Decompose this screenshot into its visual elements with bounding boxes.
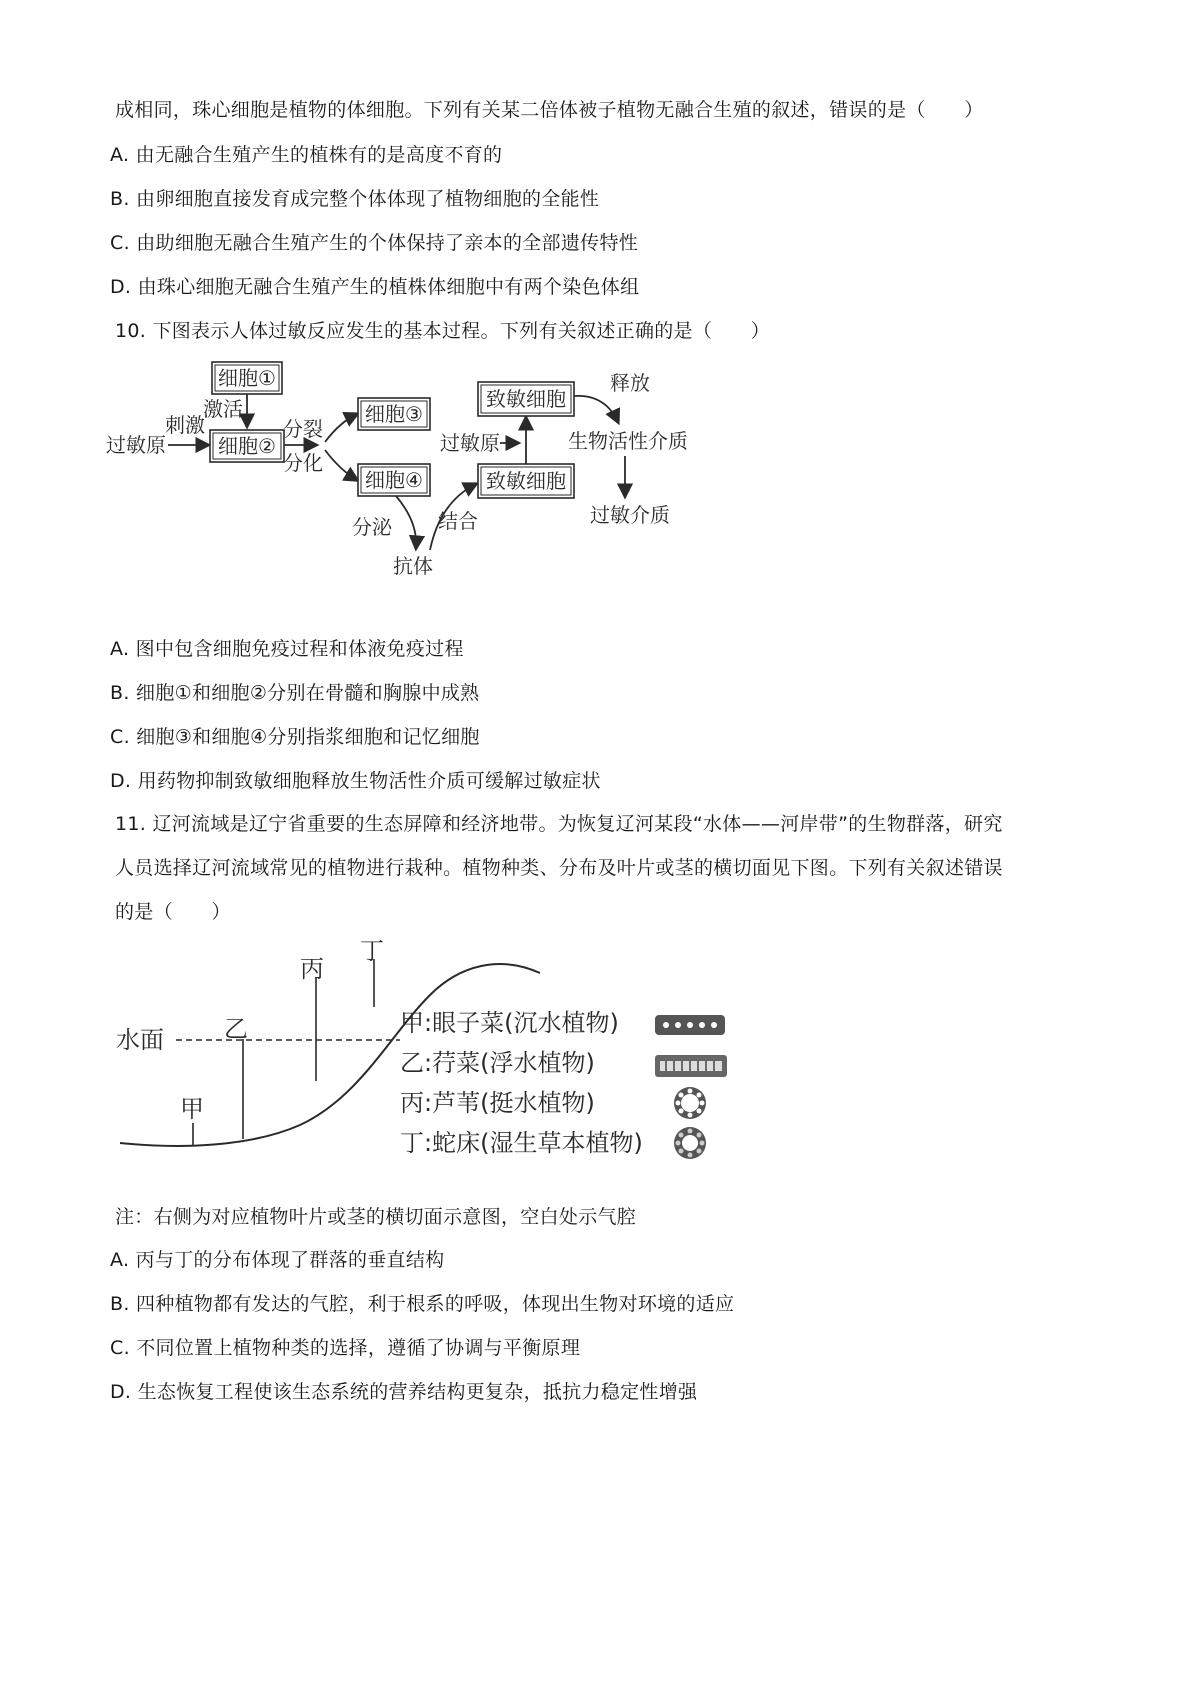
plant-jia-label: 甲 [180,1095,204,1123]
q11-stem-line2: 人员选择辽河流域常见的植物进行栽种。植物种类、分布及叶片或茎的横切面见下图。下列有关叙述错误 [115,857,1003,879]
q10-option-a: A. 图中包含细胞免疫过程和体液免疫过程 [110,638,464,660]
q9-stem-tail: 成相同，珠心细胞是植物的体细胞。下列有关某二倍体被子植物无融合生殖的叙述，错误的是（ ） [115,99,984,121]
secrete-label: 分泌 [352,515,392,539]
antibody-label: 抗体 [393,554,433,578]
legend-bing: 丙:芦苇(挺水植物) [400,1089,595,1117]
sensitized-cell-bottom-label: 致敏细胞 [486,469,566,493]
q11-stem-line1: 11. 辽河流域是辽宁省重要的生态屏障和经济地带。为恢复辽河某段“水体——河岸带”的生物群落，研究 [115,813,1003,835]
q11-option-d: D. 生态恢复工程使该生态系统的营养结构更复杂，抵抗力稳定性增强 [110,1381,698,1403]
plant-bing-label: 丙 [300,955,324,983]
plant-ding-label: 丁 [360,937,384,965]
plant-yi-label: 乙 [224,1015,248,1043]
allergen-mid: 过敏原 [440,431,500,455]
allergy-process-diagram [100,352,740,592]
q11-option-b: B. 四种植物都有发达的气腔，利于根系的呼吸，体现出生物对环境的适应 [110,1293,735,1315]
q10-option-c: C. 细胞③和细胞④分别指浆细胞和记忆细胞 [110,726,480,748]
sensitized-cell-top-label: 致敏细胞 [486,387,566,411]
legend-jia: 甲:眼子菜(沉水植物) [400,1009,619,1037]
q10-option-d: D. 用药物抑制致敏细胞释放生物活性介质可缓解过敏症状 [110,770,601,792]
cell3-label: 细胞③ [365,402,423,426]
cross-section-bing-icon [674,1087,706,1119]
allergy-mediator-label: 过敏介质 [590,503,670,527]
cross-section-ding-icon [674,1127,706,1159]
cell4-label: 细胞④ [365,468,423,492]
bioactive-mediator-label: 生物活性介质 [568,429,688,453]
differentiate-label: 分化 [283,451,323,475]
q11-note: 注：右侧为对应植物叶片或茎的横切面示意图，空白处示气腔 [115,1206,637,1228]
allergen-left: 过敏原 [106,433,166,457]
bind-label: 结合 [438,509,478,533]
legend-ding: 丁:蛇床(湿生草本植物) [400,1129,643,1157]
cross-section-jia-icon [655,1015,725,1035]
q10-stem: 10. 下图表示人体过敏反应发生的基本过程。下列有关叙述正确的是（ ） [115,320,771,342]
cell2-label: 细胞② [218,434,276,458]
q10-option-b: B. 细胞①和细胞②分别在骨髓和胸腺中成熟 [110,682,480,704]
divide-label: 分裂 [283,417,323,441]
release-label: 释放 [610,371,650,395]
q9-option-d: D. 由珠心细胞无融合生殖产生的植株体细胞中有两个染色体组 [110,276,640,298]
legend-yi: 乙:荇菜(浮水植物) [400,1049,595,1077]
plant-distribution-diagram [100,925,820,1195]
q11-option-a: A. 丙与丁的分布体现了群落的垂直结构 [110,1249,445,1271]
cell1-label: 细胞① [218,366,276,390]
q11-stem-line3: 的是（ ） [115,901,231,923]
q9-option-c: C. 由助细胞无融合生殖产生的个体保持了亲本的全部遗传特性 [110,232,639,254]
q9-option-a: A. 由无融合生殖产生的植株有的是高度不育的 [110,144,503,166]
water-surface-label: 水面 [116,1026,164,1054]
activate-label: 激活 [203,397,243,421]
cross-section-yi-icon [655,1055,727,1077]
q11-option-c: C. 不同位置上植物种类的选择，遵循了协调与平衡原理 [110,1337,581,1359]
stimulate-label: 刺激 [165,413,205,437]
q9-option-b: B. 由卵细胞直接发育成完整个体体现了植物细胞的全能性 [110,188,600,210]
